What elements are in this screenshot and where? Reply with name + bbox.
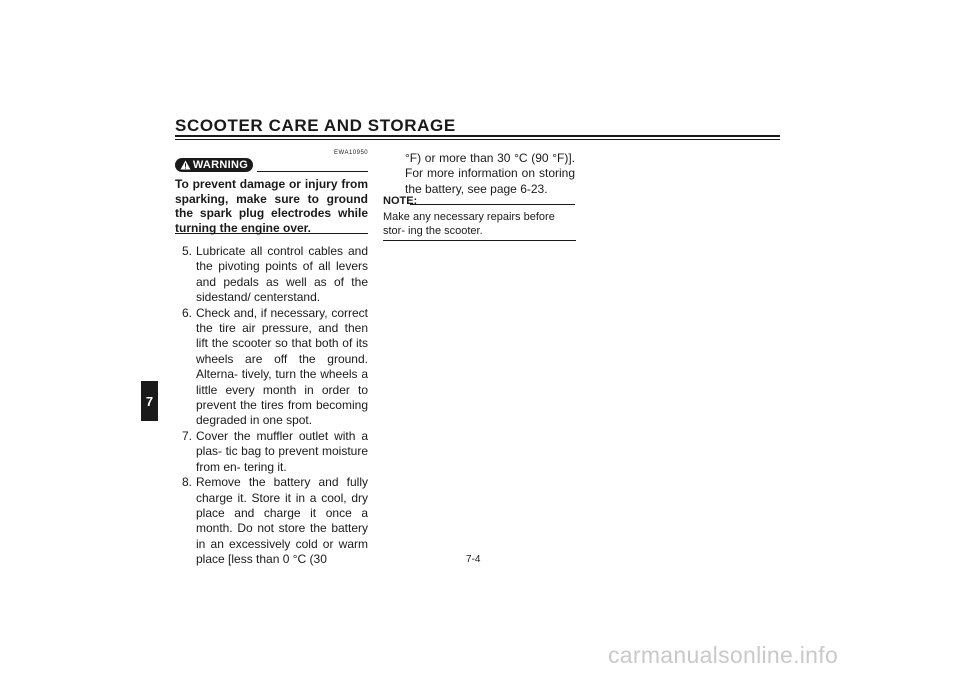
warning-code: EWA10950 [334,150,369,156]
step-number: 6. [181,305,192,320]
page-number: 7-4 [466,554,481,565]
header-rule [175,135,780,140]
steps-list [175,244,368,568]
page-title: SCOOTER CARE AND STORAGE [175,116,456,135]
note-end-rule [383,240,576,241]
step-item [175,306,368,429]
step-number: 8. [181,475,192,490]
step-item [175,429,368,475]
step-item [175,475,368,567]
step-text: Cover the muffler outlet with a plas- tic bag to prevent moisture from en- tering it. [196,428,368,474]
step-text: Check and, if necessary, correct the tire air pressure, and then lift the scooter so that both of its wheels are off the ground. Alterna- tively, turn the wheels a little every month in order to prevent the tires from becoming degraded in one spot. [196,305,368,428]
note-label: NOTE: [383,195,418,207]
warning-text: To prevent damage or injury from sparking, make sure to ground the spark plug electrodes while turning the engine over. [175,177,368,235]
warning-end-rule [175,233,368,234]
chapter-tab: 7 [141,381,158,421]
warning-rule [257,171,368,172]
step-continuation: °F) or more than 30 °C (90 °F)]. For more information on storing the battery, see page 6-23. [405,151,575,196]
step-text: Remove the battery and fully charge it. Store it in a cool, dry place and charge it once a month. Do not store the battery in an excessively cold or warm place [less than 0 °C (30 [196,475,368,567]
watermark: carmanualsonline.info [608,642,839,668]
step-item [175,244,368,306]
step-number: 5. [181,244,192,258]
warning-badge [175,158,253,172]
step-text: Lubricate all control cables and the pivoting points of all levers and pedals as well as of the sidestand/ centerstand. [196,244,368,305]
step-number: 7. [181,428,192,443]
note-text: Make any necessary repairs before stor- ing the scooter. [383,211,555,237]
warning-label: WARNING [192,159,249,171]
warning-triangle-icon [180,160,191,170]
note-rule [410,204,575,205]
